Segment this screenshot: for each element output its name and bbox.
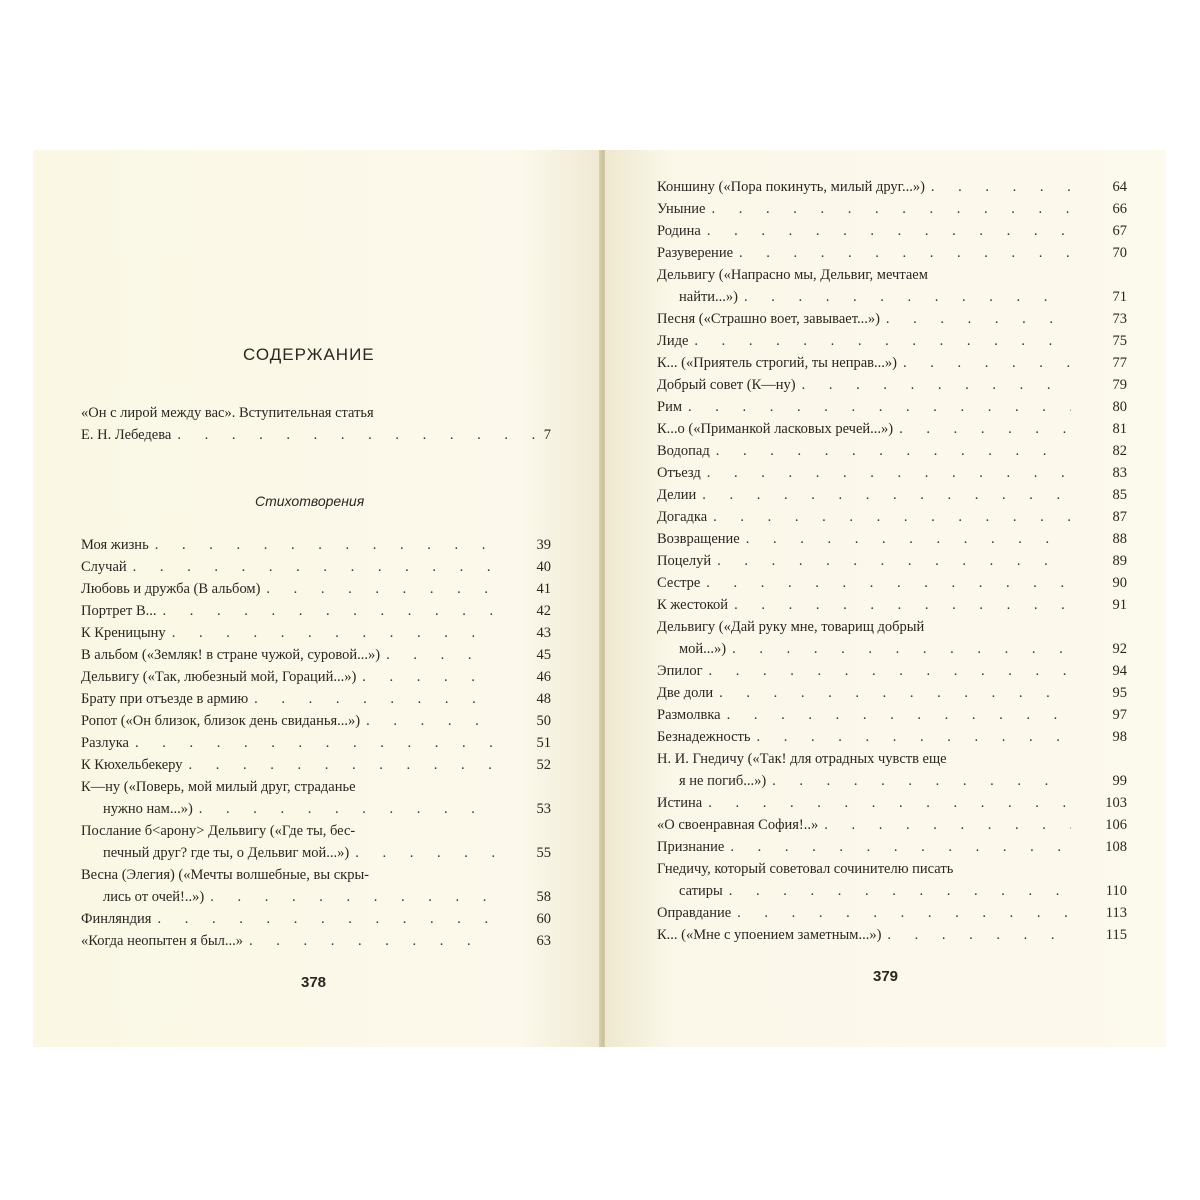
entry-page-number: 88 bbox=[1112, 531, 1127, 547]
entry-title-line: Уныние bbox=[657, 201, 706, 217]
toc-entry bbox=[657, 858, 1127, 902]
toc-entry bbox=[81, 864, 551, 908]
entry-title-line: Рим bbox=[657, 399, 682, 415]
entry-title-line: Догадка bbox=[657, 509, 708, 525]
entry-title-line: Дельвигу («Дай руку мне, товарищ добрый bbox=[657, 619, 925, 635]
contents-heading: СОДЕРЖАНИЕ bbox=[243, 345, 375, 364]
intro-line-2: Е. Н. Лебедева bbox=[81, 427, 172, 443]
toc-entry bbox=[657, 176, 1127, 198]
entry-page-number: 87 bbox=[1112, 509, 1127, 525]
toc-entry bbox=[657, 374, 1127, 396]
entry-page-number: 73 bbox=[1112, 311, 1127, 327]
toc-entry bbox=[657, 352, 1127, 374]
toc-entry bbox=[657, 440, 1127, 462]
toc-entry bbox=[657, 308, 1127, 330]
left-page bbox=[33, 150, 602, 1047]
entry-page-number: 64 bbox=[1112, 179, 1127, 195]
entry-title-line: сатиры bbox=[679, 883, 723, 899]
toc-entry bbox=[657, 484, 1127, 506]
toc-entry bbox=[657, 726, 1127, 748]
entry-page-number: 39 bbox=[536, 537, 551, 553]
entry-title-line: Случай bbox=[81, 559, 127, 575]
entry-page-number: 60 bbox=[536, 911, 551, 927]
toc-entry bbox=[657, 396, 1127, 418]
entry-title-line: «О своенравная София!..» bbox=[657, 817, 819, 833]
entry-page-number: 67 bbox=[1112, 223, 1127, 239]
left-folio: 378 bbox=[301, 974, 327, 991]
intro-line-1: «Он с лирой между вас». Вступительная статья bbox=[81, 405, 374, 421]
entry-title-line: Эпилог bbox=[657, 663, 703, 679]
toc-entry bbox=[657, 462, 1127, 484]
entry-page-number: 95 bbox=[1112, 685, 1127, 701]
entry-title-line: нужно нам...») bbox=[103, 801, 193, 817]
toc-entry bbox=[657, 330, 1127, 352]
toc-entry bbox=[81, 666, 551, 688]
entry-title-line: В альбом («Земляк! в стране чужой, суровой...») bbox=[81, 647, 381, 663]
entry-page-number: 41 bbox=[536, 581, 551, 597]
toc-entry bbox=[657, 682, 1127, 704]
entry-page-number: 52 bbox=[536, 757, 551, 773]
entry-title-line: Послание б<арону> Дельвигу («Где ты, бес- bbox=[81, 823, 356, 839]
entry-page-number: 40 bbox=[536, 559, 551, 575]
toc-entry bbox=[81, 776, 551, 820]
book-spread bbox=[33, 150, 1166, 1047]
entry-page-number: 103 bbox=[1105, 795, 1127, 811]
entry-title-line: Сестре bbox=[657, 575, 701, 591]
entry-title-line: Размолвка bbox=[657, 707, 721, 723]
entry-page-number: 75 bbox=[1112, 333, 1127, 349]
entry-page-number: 115 bbox=[1105, 927, 1127, 943]
toc-entry bbox=[657, 528, 1127, 550]
entry-title-line: К... («Приятель строгий, ты неправ...») bbox=[657, 355, 897, 371]
toc-entry bbox=[81, 754, 551, 776]
entry-page-number: 91 bbox=[1112, 597, 1127, 613]
entry-page-number: 45 bbox=[536, 647, 551, 663]
toc-entry bbox=[81, 644, 551, 666]
entry-title-line: Коншину («Пора покинуть, милый друг...») bbox=[657, 179, 925, 195]
toc-entry bbox=[81, 930, 551, 952]
entry-title-line: К жестокой bbox=[657, 597, 729, 613]
entry-page-number: 82 bbox=[1112, 443, 1127, 459]
entry-page-number: 80 bbox=[1112, 399, 1127, 415]
entry-title-line: Делии bbox=[657, 487, 697, 503]
entry-title-line: Отъезд bbox=[657, 465, 701, 481]
entry-title-line: Любовь и дружба (В альбом) bbox=[81, 581, 261, 597]
entry-title-line: Дельвигу («Напрасно мы, Дельвиг, мечтаем bbox=[657, 267, 928, 283]
entry-title-line: К... («Мне с упоением заметным...») bbox=[657, 927, 882, 943]
toc-entry bbox=[81, 710, 551, 732]
toc-entry bbox=[81, 534, 551, 556]
entry-title-line: Добрый совет (К—ну) bbox=[657, 377, 796, 393]
entry-page-number: 83 bbox=[1112, 465, 1127, 481]
section-title: Стихотворения bbox=[255, 493, 365, 509]
entry-page-number: 85 bbox=[1112, 487, 1127, 503]
entry-page-number: 50 bbox=[536, 713, 551, 729]
toc-entry bbox=[657, 506, 1127, 528]
toc-entry bbox=[81, 600, 551, 622]
entry-page-number: 106 bbox=[1105, 817, 1127, 833]
entry-title-line: печный друг? где ты, о Дельвиг мой...») bbox=[103, 845, 350, 861]
entry-title-line: К—ну («Поверь, мой милый друг, страданье bbox=[81, 779, 356, 795]
toc-entry bbox=[81, 622, 551, 644]
entry-page-number: 97 bbox=[1112, 707, 1127, 723]
entry-page-number: 92 bbox=[1112, 641, 1127, 657]
entry-page-number: 55 bbox=[536, 845, 551, 861]
entry-title-line: К Кюхельбекеру bbox=[81, 757, 183, 773]
entry-page-number: 51 bbox=[536, 735, 551, 751]
entry-page-number: 66 bbox=[1112, 201, 1127, 217]
entry-title-line: Брату при отъезде в армию bbox=[81, 691, 249, 707]
toc-entry bbox=[657, 748, 1127, 792]
toc-entry bbox=[657, 594, 1127, 616]
entry-title-line: К...о («Приманкой ласковых речей...») bbox=[657, 421, 894, 437]
entry-title-line: Признание bbox=[657, 839, 725, 855]
entry-title-line: Истина bbox=[657, 795, 703, 811]
entry-page-number: 77 bbox=[1112, 355, 1127, 371]
entry-title-line: Родина bbox=[657, 223, 701, 239]
toc-entry bbox=[657, 616, 1127, 660]
entry-page-number: 81 bbox=[1112, 421, 1127, 437]
toc-entry bbox=[657, 264, 1127, 308]
entry-page-number: 53 bbox=[536, 801, 551, 817]
entry-title-line: Водопад bbox=[657, 443, 710, 459]
entry-title-line: Моя жизнь bbox=[81, 537, 149, 553]
entry-title-line: я не погиб...») bbox=[679, 773, 767, 789]
entry-page-number: 43 bbox=[536, 625, 551, 641]
entry-title-line: Возвращение bbox=[657, 531, 740, 547]
entry-page-number: 90 bbox=[1112, 575, 1127, 591]
entry-title-line: Две доли bbox=[657, 685, 714, 701]
toc-entry bbox=[81, 556, 551, 578]
entry-page-number: 94 bbox=[1112, 663, 1127, 679]
entry-title-line: Поцелуй bbox=[657, 553, 712, 569]
toc-entry bbox=[657, 242, 1127, 264]
entry-page-number: 79 bbox=[1112, 377, 1127, 393]
toc-entry bbox=[657, 418, 1127, 440]
entry-title-line: Весна (Элегия) («Мечты волшебные, вы скры- bbox=[81, 867, 370, 883]
entry-page-number: 71 bbox=[1112, 289, 1127, 305]
toc-entry bbox=[81, 578, 551, 600]
entry-title-line: Оправдание bbox=[657, 905, 732, 921]
entry-title-line: Дельвигу («Так, любезный мой, Гораций...») bbox=[81, 669, 357, 685]
entry-page-number: 42 bbox=[536, 603, 551, 619]
toc-entry bbox=[81, 688, 551, 710]
toc-entry bbox=[657, 792, 1127, 814]
intro-entry bbox=[81, 402, 551, 446]
toc-entry bbox=[657, 198, 1127, 220]
toc-entry bbox=[657, 550, 1127, 572]
toc-entry bbox=[657, 902, 1127, 924]
entry-page-number: 108 bbox=[1105, 839, 1127, 855]
entry-title-line: Портрет В... bbox=[81, 603, 157, 619]
right-page bbox=[605, 150, 1166, 1047]
entry-title-line: «Когда неопытен я был...» bbox=[81, 933, 243, 949]
entry-title-line: лись от очей!..») bbox=[103, 889, 205, 905]
toc-entry bbox=[657, 814, 1127, 836]
toc-entry bbox=[81, 908, 551, 930]
entry-title-line: Песня («Страшно воет, завывает...») bbox=[657, 311, 880, 327]
toc-entry bbox=[657, 660, 1127, 682]
entry-title-line: Н. И. Гнедичу («Так! для отрадных чувств еще bbox=[657, 751, 947, 767]
toc-entry bbox=[657, 704, 1127, 726]
entry-title-line: мой...») bbox=[679, 641, 727, 657]
entry-title-line: К Креницыну bbox=[81, 625, 166, 641]
toc-entry bbox=[657, 924, 1127, 946]
entry-title-line: Ропот («Он близок, близок день свиданья...») bbox=[81, 713, 361, 729]
entry-page-number: 113 bbox=[1105, 905, 1127, 921]
entry-title-line: Гнедичу, который советовал сочинителю писать bbox=[657, 861, 954, 877]
entry-page-number: 89 bbox=[1112, 553, 1127, 569]
toc-entry bbox=[657, 836, 1127, 858]
intro-page-number: 7 bbox=[543, 427, 551, 443]
entry-title-line: Разлука bbox=[81, 735, 129, 751]
entry-page-number: 98 bbox=[1112, 729, 1127, 745]
toc-entry bbox=[81, 732, 551, 754]
right-folio: 379 bbox=[873, 968, 899, 985]
entry-page-number: 48 bbox=[536, 691, 551, 707]
toc-entry bbox=[657, 572, 1127, 594]
entry-page-number: 70 bbox=[1112, 245, 1127, 261]
entry-title-line: Безнадежность bbox=[657, 729, 751, 745]
entry-page-number: 63 bbox=[536, 933, 551, 949]
entry-title-line: Разуверение bbox=[657, 245, 734, 261]
toc-entry bbox=[81, 820, 551, 864]
entry-title-line: найти...») bbox=[679, 289, 739, 305]
toc-entry bbox=[657, 220, 1127, 242]
entry-page-number: 110 bbox=[1105, 883, 1127, 899]
entry-page-number: 46 bbox=[536, 669, 551, 685]
entry-title-line: Финляндия bbox=[81, 911, 152, 927]
entry-title-line: Лиде bbox=[657, 333, 689, 349]
entry-page-number: 58 bbox=[536, 889, 551, 905]
entry-page-number: 99 bbox=[1112, 773, 1127, 789]
